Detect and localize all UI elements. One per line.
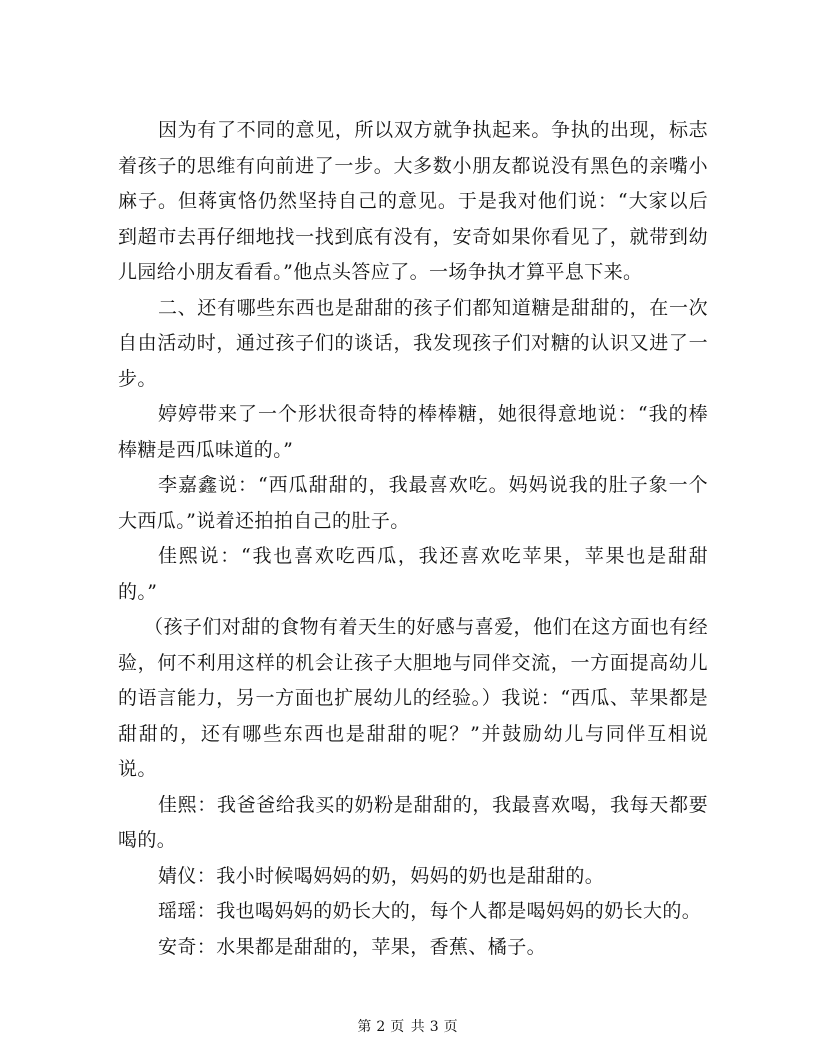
- paragraph-anqi: 安奇：水果都是甜甜的，苹果，香蕉、橘子。: [158, 935, 547, 958]
- total-page-number: 3: [429, 1019, 440, 1035]
- paragraph-section-two: 二、还有哪些东西也是甜甜的孩子们都知道糖是甜甜的，在一次自由活动时，通过孩子们的谈话，我发现孩子们对糖的认识又进了一步。: [118, 296, 708, 390]
- paragraph-jiaxi-watermelon: 佳熙说：“我也喜欢吃西瓜，我还喜欢吃苹果，苹果也是甜甜的。”: [118, 545, 708, 603]
- paragraph-yaoyao: 瑶瑶：我也喝妈妈的奶长大的，每个人都是喝妈妈的奶长大的。: [158, 900, 702, 922]
- paragraph-jiaxi-milk: 佳熙：我爸爸给我买的奶粉是甜甜的，我最喜欢喝，我每天都要喝的。: [118, 793, 708, 851]
- current-page-number: 2: [376, 1019, 387, 1035]
- footer-middle: 页 共: [390, 1019, 426, 1035]
- paragraph-argument: 因为有了不同的意见，所以双方就争执起来。争执的出现，标志着孩子的思维有向前进了一步。大多数小朋友都说没有黑色的亲嘴小麻子。但蒋寅恪仍然坚持自己的意见。于是我对他们说：“大家以后到超市去再仔细地找一找到底有没有，安奇如果你看见了，就带到幼儿园给小朋友看看。”他点头答应了。一场争执才算平息下来。: [118, 119, 708, 283]
- paragraph-tingting: 婷婷带来了一个形状很奇特的棒棒糖，她很得意地说：“我的棒棒糖是西瓜味道的。”: [118, 403, 708, 461]
- document-body: [118, 113, 708, 965]
- paragraph-lijiaxin: 李嘉鑫说：“西瓜甜甜的，我最喜欢吃。妈妈说我的肚子象一个大西瓜。”说着还拍拍自己的肚子。: [118, 474, 708, 532]
- page-footer: [0, 1016, 816, 1036]
- paragraph-jingyi: 婧仪：我小时候喝妈妈的奶，妈妈的奶也是甜甜的。: [158, 864, 605, 887]
- footer-prefix: 第: [357, 1019, 373, 1035]
- footer-suffix: 页: [443, 1019, 459, 1035]
- paragraph-teacher-note: （孩子们对甜的食物有着天生的好感与喜爱，他们在这方面也有经验，何不利用这样的机会让孩子大胆地与同伴交流，一方面提高幼儿的语言能力，另一方面也扩展幼儿的经验。）我说：“西瓜、苹果都是甜甜的，还有哪些东西也是甜甜的呢？”并鼓励幼儿与同伴互相说说。: [118, 616, 708, 780]
